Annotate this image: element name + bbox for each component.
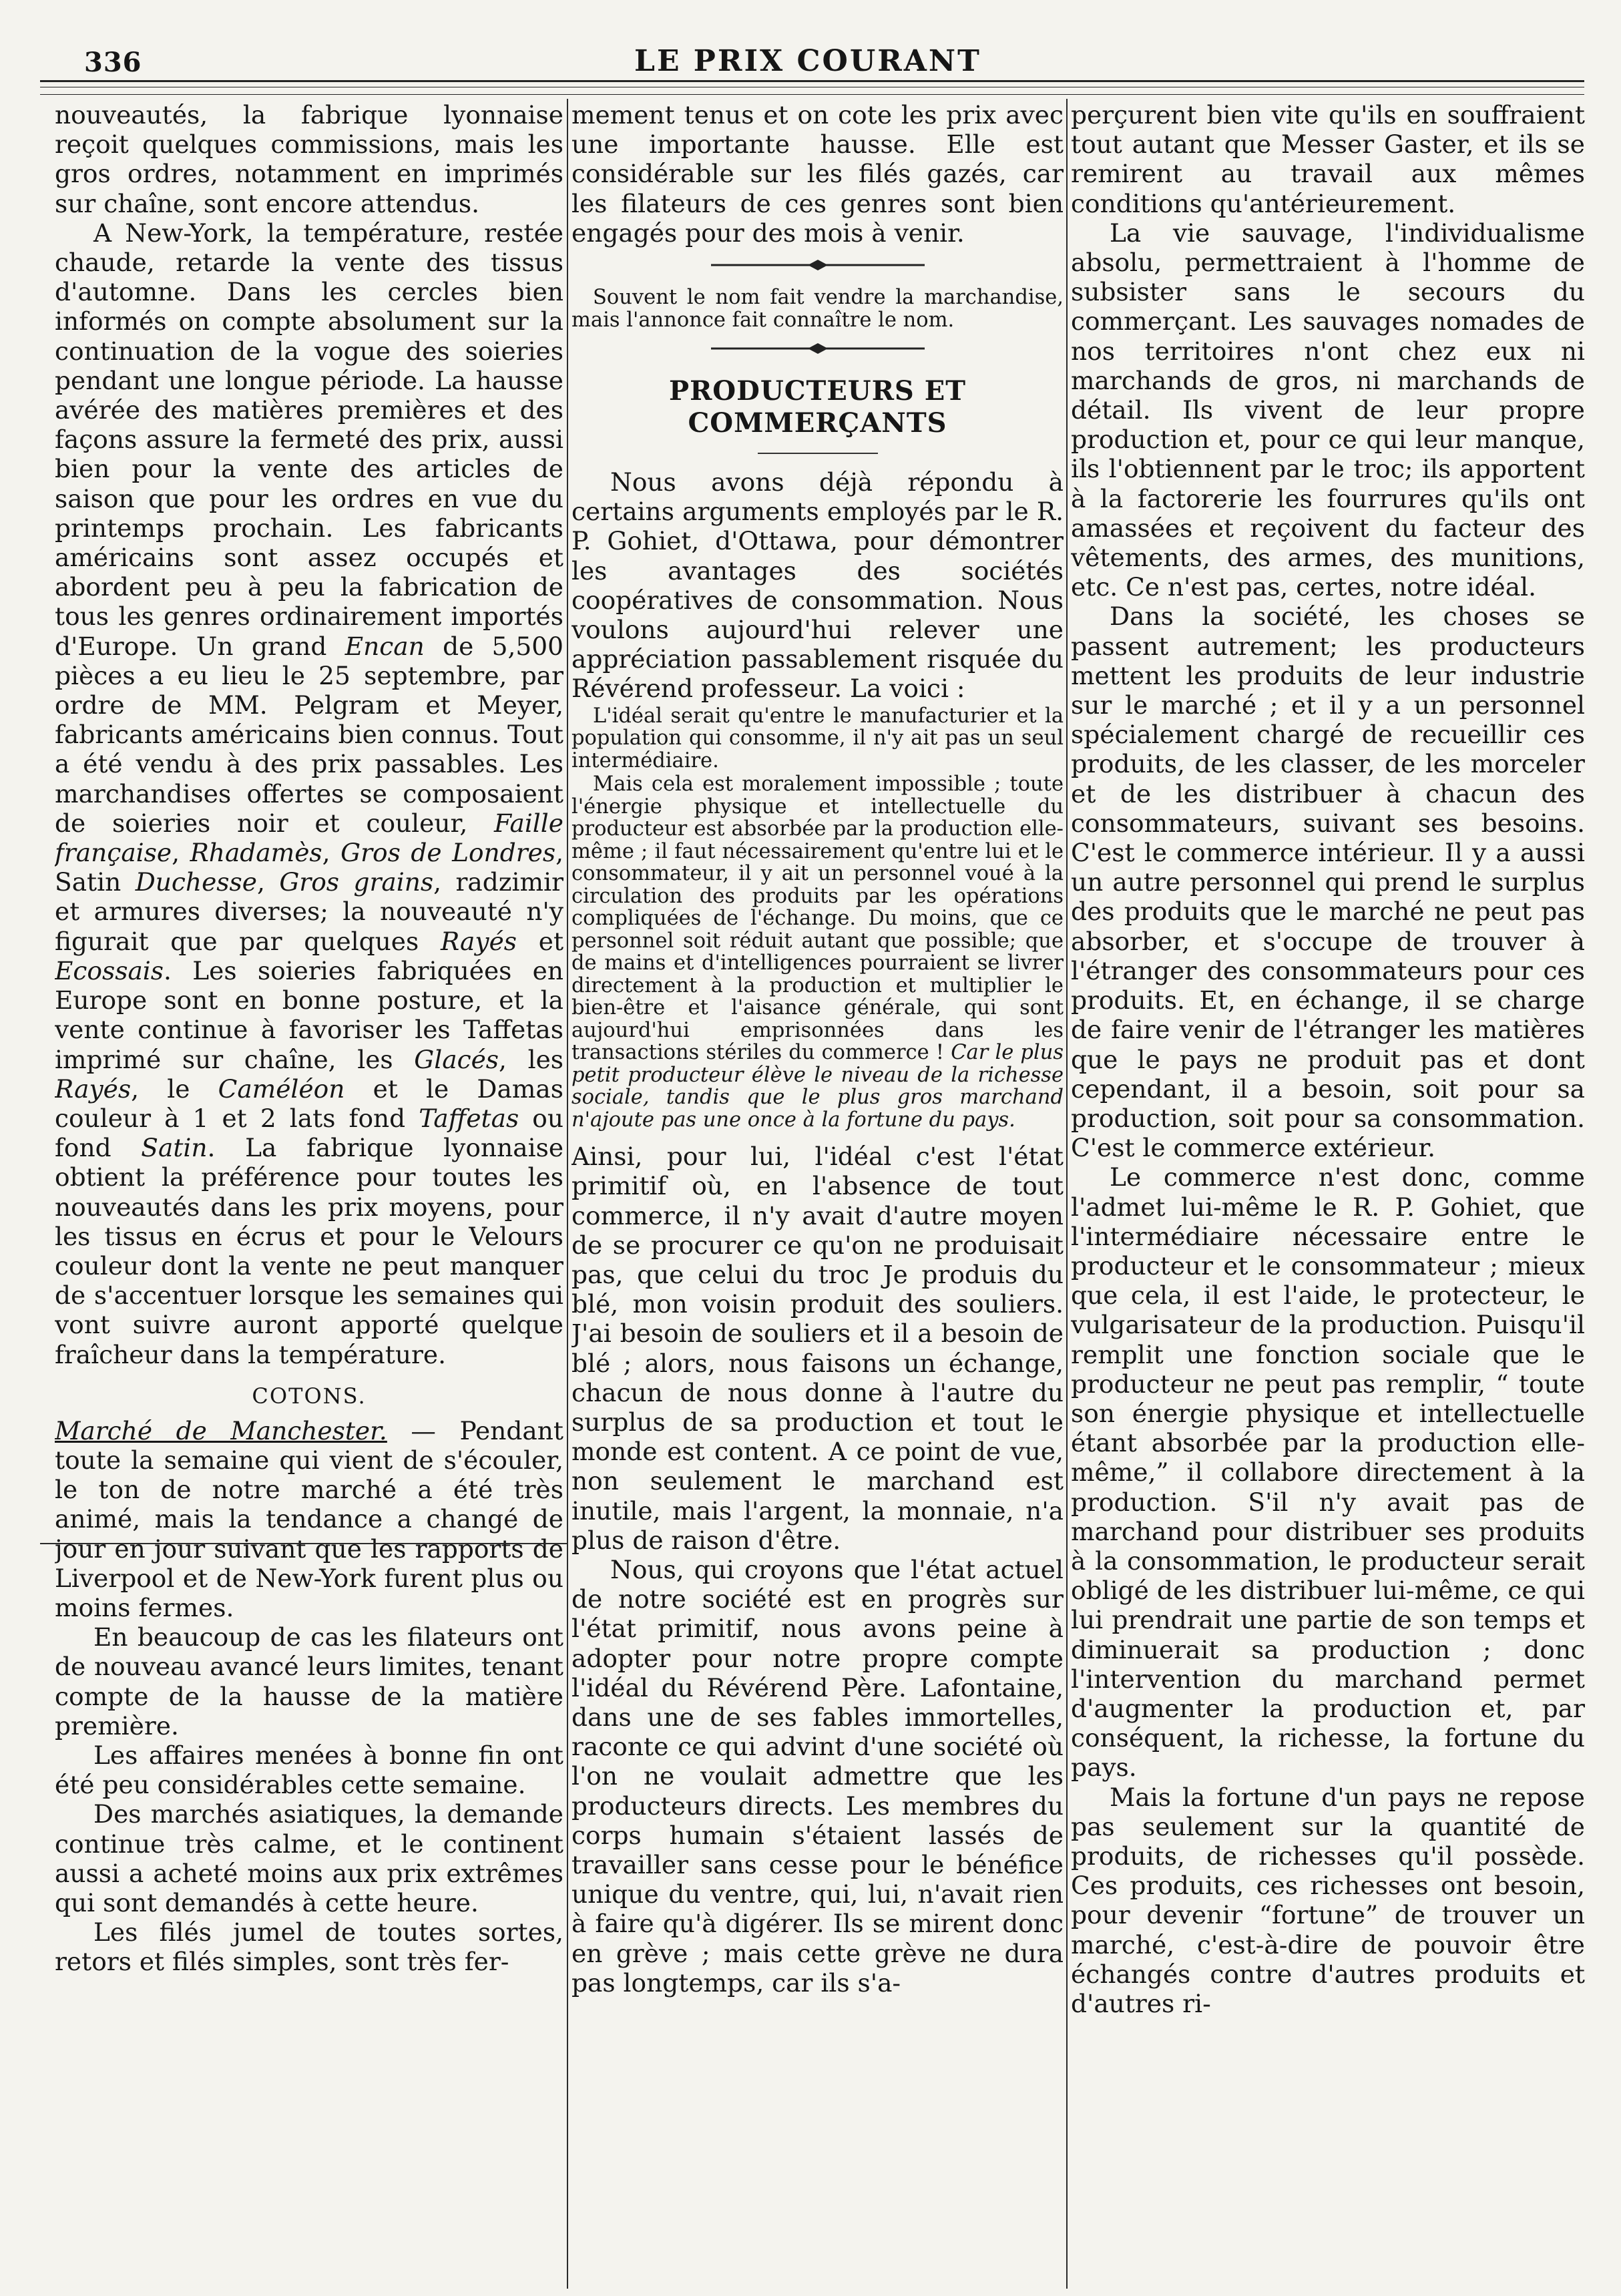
paragraph: Le commerce n'est donc, comme l'admet lui-même le R. P. Gohiet, que l'intermédiaire nécessaire entre le producteur et le consommateur ; mieux que cela, il est l'aide, le protecteur, le vulgarisateur de la production. Puisqu'il remplit une fonction sociale que le producteur ne peut pas remplir, “ toute son énergie physique et intellectuelle étant absorbée par la production elle-même,” il collabore directement à la production. S'il n'y avait pas de marchand pour distribuer ses produits à la consommation, le producteur serait obligé de les distribuer lui-même, ce qui lui prendrait une partie de son temps et diminuerait sa production ; donc l'intervention du marchand permet d'augmenter la production et, par conséquent, la richesse, la fortune du pays. bbox=[1071, 1162, 1585, 1783]
section-divider bbox=[40, 1543, 567, 1544]
note: Souvent le nom fait vendre la marchandise, mais l'annonce fait connaître le nom. bbox=[571, 286, 1064, 332]
paragraph: Nous, qui croyons que l'état actuel de notre société est en progrès sur l'état primitif, nous avons peine à adopter pour notre propre compte l'idéal du Révérend Père. Lafontaine, dans une de ses fables immortelles, raconte ce qui advint d'une société où l'on ne voulait admettre que les producteurs directs. Les membres du corps humain s'étaient lassés de travailler sans cesse pour le bénéfice unique du ventre, qui, lui, n'avait rien à faire qu'à digérer. Ils se mirent donc en grève ; mais cette grève ne dura pas longtemps, car ils s'a- bbox=[571, 1554, 1064, 1998]
title-rule bbox=[758, 453, 878, 454]
paragraph: Ainsi, pour lui, l'idéal c'est l'état primitif où, en l'absence de tout commerce, il n'y avait d'autre moyen de se procurer ce qu'on ne produisait pas, que celui du troc Je produis du blé, mon voisin produit des souliers. J'ai besoin de souliers et il a besoin de blé ; alors, nous faisons un échange, chacun de nous donne à l'autre du surplus de sa production et tout le monde est content. A ce point de vue, non seulement le marchand est inutile, mais l'argent, la monnaie, n'a plus de raison d'être. bbox=[571, 1142, 1064, 1555]
paragraph: Mais la fortune d'un pays ne repose pas seulement sur la quantité de produits, de richesses qu'il possède. Ces produits, ces richesses ont besoin, pour devenir “fortune” de trouver un marché, c'est-à-dire de pouvoir être échangés contre d'autres produits et d'autres ri- bbox=[1071, 1782, 1585, 2018]
column-1 bbox=[55, 100, 563, 2287]
paragraph: Marché de Manchester. — Pendant toute la semaine qui vient de s'écouler, le ton de notre marché a été très animé, mais la tendance a changé de jour en jour suivant que les rapports de Liverpool et de New-York furent plus ou moins fermes. bbox=[55, 1415, 563, 1622]
ornament-divider bbox=[571, 257, 1064, 277]
column-divider bbox=[567, 99, 568, 2289]
paragraph: Nous avons déjà répondu à certains arguments employés par le R. P. Gohiet, d'Ottawa, pour démontrer les avantages des sociétés coopératives de consommation. Nous voulons aujourd'hui relever une appréciation passablement risquée du Révérend professeur. La voici : bbox=[571, 467, 1064, 704]
column-divider bbox=[1066, 99, 1068, 2289]
page-title: LE PRIX COURANT bbox=[634, 44, 981, 78]
header-rule bbox=[40, 80, 1584, 82]
page-header bbox=[0, 0, 1621, 100]
quote: Mais cela est moralement impossible ; toute l'énergie physique et intellectuelle du producteur est absorbée par la production elle-même ; il faut nécessairement qu'entre lui et le consommateur, il y ait un personnel voué à la circulation des produits par les opérations compliquées de l'échange. Du moins, que ce personnel soit réduit autant que possible; que de mains et d'intelligences pourraient se livrer directement à la production et multiplier le bien-être et l'aisance générale, qui sont aujourd'hui emprisonnées dans les transactions stériles du commerce ! Car le plus petit producteur élève le niveau de la richesse sociale, tandis que le plus gros marchand n'ajoute pas une once à la fortune du pays. bbox=[571, 772, 1064, 1132]
header-rule bbox=[40, 94, 1584, 95]
paragraph: Les affaires menées à bonne fin ont été peu considérables cette semaine. bbox=[55, 1740, 563, 1800]
article-title: PRODUCTEURS ET COMMERÇANTS bbox=[668, 375, 966, 439]
column-3 bbox=[1071, 100, 1585, 2287]
paragraph: perçurent bien vite qu'ils en souffraient tout autant que Messer Gaster, et ils se remirent au travail aux mêmes conditions qu'antérieurement. bbox=[1071, 100, 1585, 218]
ornament-divider bbox=[571, 340, 1064, 361]
quote: L'idéal serait qu'entre le manufacturier et la population qui consomme, il n'y ait pas un seul intermédiaire. bbox=[571, 704, 1064, 772]
paragraph: nouveautés, la fabrique lyonnaise reçoit quelques commissions, mais les gros ordres, notamment en imprimés sur chaîne, sont encore attendus. bbox=[55, 100, 563, 218]
section-heading-cotons: COTONS. bbox=[252, 1383, 367, 1409]
paragraph: A New-York, la température, restée chaude, retarde la vente des tissus d'automne. Dans les cercles bien informés on compte absolument sur la continuation de la vogue des soieries pendant une longue période. La hausse avérée des matières premières et des façons assure la fermeté des prix, aussi bien pour la vente des articles de saison que pour les ordres en vue du printemps prochain. Les fabricants américains sont assez occupés et abordent peu à peu la fabrication de tous les genres ordinairement importés d'Europe. Un grand Encan de 5,500 pièces a eu lieu le 25 septembre, par ordre de MM. Pelgram et Meyer, fabricants américains bien connus. Tout a été vendu à des prix passables. Les marchandises offertes se composaient de soieries noir et couleur, Faille française, Rhadamès, Gros de Londres, Satin Duchesse, Gros grains, radzimir et armures diverses; la nouveauté n'y figurait que par quelques Rayés et Ecossais. Les soieries fabriquées en Europe sont en bonne posture, et la vente continue à favoriser les Taffetas imprimé sur chaîne, les Glacés, les Rayés, le Caméléon et le Damas couleur à 1 et 2 lats fond Taffetas ou fond Satin. La fabrique lyonnaise obtient la préférence pour toutes les nouveautés dans les prix moyens, pour les tissus en écrus et pour le Velours couleur dont la vente ne peut manquer de s'accentuer lorsque les semaines qui vont suivre auront apporté quelque fraîcheur dans la température. bbox=[55, 218, 563, 1369]
page-number: 336 bbox=[84, 47, 142, 78]
paragraph: Les filés jumel de toutes sortes, retors et filés simples, sont très fer- bbox=[55, 1917, 563, 1977]
paragraph: Des marchés asiatiques, la demande continue très calme, et le continent aussi a acheté moins aux prix extrêmes qui sont demandés à cette heure. bbox=[55, 1799, 563, 1917]
paragraph: Dans la société, les choses se passent autrement; les producteurs mettent les produits de leur industrie sur le marché ; et il y a un personnel spécialement chargé de recueillir ces produits, de les classer, de les morceler et de les distribuer à chacun des consommateurs, suivant ses besoins. C'est le commerce intérieur. Il y a aussi un autre personnel qui prend le surplus des produits que le marché ne peut pas absorber, et s'occupe de trouver à l'étranger des consommateurs pour ces produits. Et, en échange, il se charge de faire venir de l'étranger les matières que le pays ne produit pas et dont cependant, il a besoin, soit pour sa production, soit pour sa consommation. C'est le commerce extérieur. bbox=[1071, 602, 1585, 1163]
paragraph: mement tenus et on cote les prix avec une importante hausse. Elle est considérable sur les filés gazés, car les filateurs de ces genres sont bien engagés pour des mois à venir. bbox=[571, 100, 1064, 248]
column-2 bbox=[571, 100, 1064, 2287]
paragraph: La vie sauvage, l'individualisme absolu, permettraient à l'homme de subsister sans le secours du commerçant. Les sauvages nomades de nos territoires n'ont chez eux ni marchands de gros, ni marchands de détail. Ils vivent de leur propre production et, pour ce qui leur manque, ils l'obtiennent par le troc; ils apportent à la factorerie les fourrures qu'ils ont amassées et reçoivent du facteur des vêtements, des armes, des munitions, etc. Ce n'est pas, certes, notre idéal. bbox=[1071, 218, 1585, 602]
paragraph: En beaucoup de cas les filateurs ont de nouveau avancé leurs limites, tenant compte de la hausse de la matière première. bbox=[55, 1622, 563, 1741]
